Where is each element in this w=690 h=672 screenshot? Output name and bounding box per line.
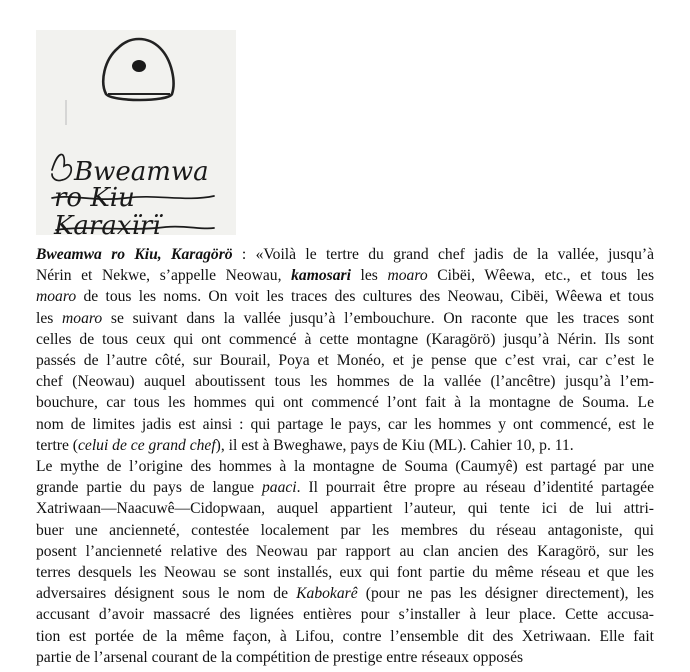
field-notebook-sketch <box>36 30 236 235</box>
body-line: adversaires désignent sous le nom de Kabokarê (pour ne pas les désigner directement), les <box>36 585 654 603</box>
quote-line: passés de l’autre côté, sur Bourail, Poya et Monéo, et je pense que c’est vrai, car c’est le <box>36 352 654 369</box>
body-line: Xatriwaan—Naacuwê—Cidopwaan, auquel appartient l’auteur, qui tente ici de lui attri- <box>36 500 654 518</box>
quote-line: bouchure, car tous les hommes qui ont commencé l’ont fait à la montagne de Souma. Le <box>36 394 654 412</box>
sketch-caption-line-3: Karaxïrï <box>54 211 161 235</box>
quote-title: Bweamwa ro Kiu, Karagörö <box>36 246 233 263</box>
tertre-drawing <box>36 30 236 235</box>
body-line: buer une ancienneté, contestée localement par les membres du réseau antagoniste, qui <box>36 521 654 539</box>
quote-line: Nérin et Nekwe, s’appelle Neowau, kamosari les moaro Cibëi, Wêewa, etc., et tous les <box>36 267 655 285</box>
body-line: accusant d’avoir massacré des lignées entières pour s’installer à leur place. Cette accusa- <box>36 606 654 624</box>
quote-line: moaro de tous les noms. On voit les traces des cultures des Neowau, Cibëi, Wêewa et tous <box>36 288 654 306</box>
quote-line: chef (Neowau) auquel aboutissent tous les hommes de la vallée (l’ancêtre) jusqu’à l’em- <box>36 373 654 391</box>
sketch-caption-line-1: Bweamwa <box>74 157 209 187</box>
body-line: grande partie du pays de langue paaci. Il pourrait être propre au réseau d’identité partagée <box>36 479 655 497</box>
body-line: posent l’ancienneté relative des Neowau par rapport au clan ancien des Karagörö, sur les <box>36 542 654 560</box>
quote-line: tertre (celui de ce grand chef), il est à Bweghawe, pays de Kiu (ML). Cahier 10, p. 11. <box>36 436 574 454</box>
mound-mark-icon <box>132 60 146 72</box>
body-line: partie de l’arsenal courant de la compétition de prestige entre réseaux opposés <box>36 648 524 666</box>
body-line: Le mythe de l’origine des hommes à la montagne de Souma (Caumyê) est partagé par une <box>36 458 654 475</box>
quote-line: Bweamwa ro Kiu, Karagörö : «Voilà le tertre du grand chef jadis de la vallée, jusqu’à <box>36 246 655 263</box>
quote-line: celles de tous ceux qui ont commencé à cette montagne (Karagörö) jusqu’à Nérin. Ils sont <box>36 330 654 348</box>
body-line: terres desquels les Neowau se sont installés, eux qui font partie du même réseau et que les <box>36 564 654 581</box>
sketch-caption-line-2: ro Kiu <box>54 183 135 213</box>
body-line: tion est portée de la même façon, à Lifou, contre l’ensemble dit des Xetriwaan. Elle fait <box>36 627 654 645</box>
quote-line: nom de limites jadis est ainsi : qui partage le pays, car les hommes y ont commencé, est le <box>36 415 654 433</box>
quote-line: les moaro se suivant dans la vallée jusqu’à l’embouchure. On raconte que les traces sont <box>36 309 654 327</box>
